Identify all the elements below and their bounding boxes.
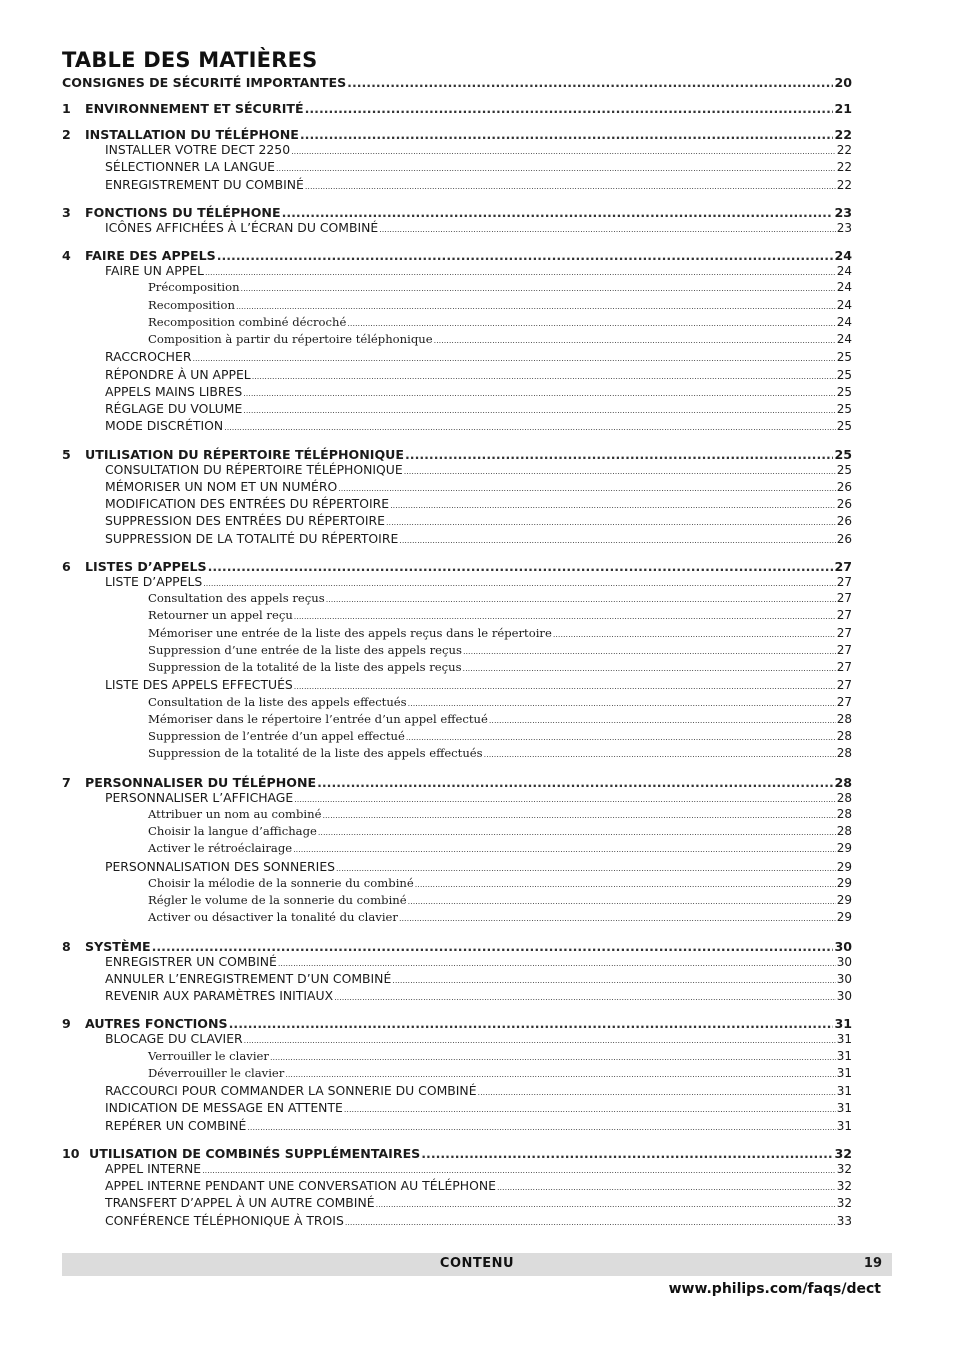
dot-leader [478, 1088, 836, 1097]
toc-chapter-row[interactable] [62, 90, 852, 116]
toc-page-number: 31 [836, 1101, 852, 1116]
toc-section-row[interactable] [62, 531, 852, 548]
toc-section-row[interactable] [62, 384, 852, 401]
toc-entry-title: MODIFICATION DES ENTRÉES DU RÉPERTOIRE [105, 496, 390, 511]
toc-section-row[interactable] [62, 1031, 852, 1048]
toc-entry-title: Mémoriser une entrée de la liste des appels reçus dans le répertoire [148, 625, 552, 640]
toc-entry-title: ENVIRONNEMENT ET SÉCURITÉ [85, 101, 304, 116]
toc-section-row[interactable] [62, 263, 852, 280]
toc-sub-row[interactable] [62, 893, 852, 910]
toc-entry-title: Consultation de la liste des appels effectués [148, 694, 407, 709]
dot-leader [217, 248, 834, 263]
toc-entry-title: FONCTIONS DU TÉLÉPHONE [85, 204, 281, 220]
toc-entry-title: Composition à partir du répertoire téléphonique [148, 332, 433, 346]
dot-leader [236, 302, 836, 311]
toc-entry-title: REVENIR AUX PARAMÈTRES INITIAUX [105, 988, 334, 1003]
dot-leader [399, 536, 835, 545]
toc-chapter-number: 6 [62, 558, 71, 574]
dot-leader [463, 664, 836, 673]
toc-sub-row[interactable] [62, 591, 852, 608]
toc-entry-title: Déverrouiller le clavier [148, 1065, 285, 1080]
dot-leader [224, 423, 836, 432]
dot-leader [276, 164, 836, 173]
toc-entry-title: CONSULTATION DU RÉPERTOIRE TÉLÉPHONIQUE [105, 461, 403, 477]
dot-leader [406, 733, 836, 742]
toc-entry-title: ENREGISTRER UN COMBINÉ [105, 953, 277, 969]
toc-chapter-row[interactable] [62, 764, 852, 790]
dot-leader [421, 1146, 833, 1161]
dot-leader [347, 319, 835, 328]
dot-leader [434, 336, 836, 345]
toc-section-row[interactable] [62, 418, 852, 435]
dot-leader [291, 147, 836, 156]
toc-entry-title: INDICATION DE MESSAGE EN ATTENTE [105, 1100, 343, 1116]
dot-leader [294, 682, 836, 691]
toc-entry-title: CONSIGNES DE SÉCURITÉ IMPORTANTES [62, 75, 347, 90]
toc-page-number: 29 [836, 910, 852, 925]
toc-section-row[interactable] [62, 479, 852, 496]
toc-chapter-row[interactable] [62, 436, 852, 462]
toc-section-row[interactable] [62, 859, 852, 876]
toc-sub-row[interactable] [62, 824, 852, 841]
toc-section-row[interactable] [62, 513, 852, 530]
toc-sub-row[interactable] [62, 695, 852, 712]
toc-page-number: 27 [836, 642, 852, 657]
toc-sub-row[interactable] [62, 746, 852, 763]
toc-entry-title: Activer le rétroéclairage [148, 841, 293, 856]
toc-section-row[interactable] [62, 142, 852, 159]
toc-entry-title: RÉGLAGE DU VOLUME [105, 401, 243, 416]
toc-page-number: 22 [836, 177, 852, 192]
toc-chapter-number: 8 [62, 938, 71, 954]
dot-leader [405, 447, 833, 462]
toc-sub-row[interactable] [62, 841, 852, 858]
toc-section-row[interactable] [62, 1100, 852, 1117]
toc-page-number: 31 [836, 1048, 852, 1063]
toc-page-number: 30 [836, 989, 852, 1003]
toc-page-number: 22 [834, 127, 852, 142]
page-title: TABLE DES MATIÈRES [62, 48, 318, 72]
toc-page-number: 27 [836, 678, 852, 693]
dot-leader [415, 880, 836, 889]
toc-page-number: 24 [834, 248, 852, 263]
toc-chapter-row[interactable] [62, 194, 852, 220]
toc-entry-title: LISTE D’APPELS [105, 573, 203, 589]
toc-entry-title: SUPPRESSION DE LA TOTALITÉ DU RÉPERTOIRE [105, 530, 399, 546]
toc-entry-title: SUPPRESSION DES ENTRÉES DU RÉPERTOIRE [105, 513, 385, 529]
toc-entry-title: FAIRE DES APPELS [85, 248, 216, 263]
dot-leader [229, 1016, 834, 1031]
toc-entry-title: Suppression de la totalité de la liste des appels effectués [148, 746, 483, 761]
toc-entry-title: PERSONNALISATION DES SONNERIES [105, 858, 336, 874]
toc-chapter-number: 3 [62, 204, 71, 220]
dot-leader [285, 1070, 835, 1079]
toc-page-number: 27 [834, 558, 852, 574]
toc-entry-title: UTILISATION DU RÉPERTOIRE TÉLÉPHONIQUE [85, 446, 405, 462]
toc-entry-title: RACCOURCI POUR COMMANDER LA SONNERIE DU COMBINÉ [105, 1083, 477, 1098]
dot-leader [408, 897, 836, 906]
dot-leader [326, 595, 836, 604]
toc-entry-title: Choisir la langue d’affichage [148, 824, 317, 838]
dot-leader [336, 864, 836, 873]
toc-chapter-number: 2 [62, 127, 71, 142]
dot-leader [404, 467, 836, 476]
dot-leader [203, 579, 835, 588]
toc-entry-title: TRANSFERT D’APPEL À UN AUTRE COMBINÉ [105, 1195, 375, 1211]
toc-page-number: 25 [836, 384, 852, 399]
toc-entry-title: RACCROCHER [105, 349, 192, 365]
dot-leader [408, 699, 836, 708]
toc-sub-row[interactable] [62, 1049, 852, 1066]
toc-page-number: 31 [834, 1016, 852, 1032]
dot-leader [202, 1166, 836, 1175]
dot-leader [322, 811, 835, 820]
toc-section-row[interactable] [62, 790, 852, 807]
dot-leader [243, 389, 836, 398]
dot-leader [247, 1123, 835, 1132]
toc-page-number: 31 [836, 1084, 852, 1098]
footer-bar [62, 1253, 892, 1276]
toc-page-number: 31 [836, 1118, 852, 1133]
toc-section-row[interactable] [62, 177, 852, 194]
toc-page-number: 26 [836, 479, 852, 494]
dot-leader [205, 268, 836, 277]
toc-entry-title: RÉPONDRE À UN APPEL [105, 366, 251, 382]
toc-page-number: 26 [836, 514, 852, 529]
toc-sub-row[interactable] [62, 660, 852, 677]
toc-page-number: 28 [836, 806, 852, 821]
toc-chapter-row[interactable] [62, 116, 852, 142]
toc-entry-title: MÉMORISER UN NOM ET UN NUMÉRO [105, 478, 338, 494]
dot-leader [386, 518, 836, 527]
dot-leader [293, 845, 836, 854]
dot-leader [294, 795, 835, 804]
toc-page-number: 27 [836, 625, 852, 640]
toc-entry-title: ANNULER L’ENREGISTREMENT D’UN COMBINÉ [105, 970, 392, 986]
toc-page-number: 26 [836, 497, 852, 511]
toc-page-number: 29 [836, 859, 852, 874]
website-url[interactable]: www.philips.com/faqs/dect [668, 1281, 881, 1297]
toc-sub-row[interactable] [62, 729, 852, 746]
toc-sub-row[interactable] [62, 280, 852, 297]
toc-page-number: 22 [836, 143, 852, 157]
toc-sub-row[interactable] [62, 608, 852, 625]
toc-entry-title: Suppression de la totalité de la liste des appels reçus [148, 660, 462, 674]
toc-chapter-row[interactable] [62, 1005, 852, 1031]
toc-chapter-number: 7 [62, 774, 71, 790]
toc-entry-title: INSTALLER VOTRE DECT 2250 [105, 142, 291, 157]
toc-page-number: 27 [836, 574, 852, 589]
toc-page-number: 27 [836, 591, 852, 605]
dot-leader [294, 612, 836, 621]
toc-page-number: 31 [836, 1065, 852, 1080]
toc-page-number: 24 [836, 314, 852, 329]
toc-entry-title: Recomposition combiné décroché [148, 314, 347, 329]
dot-leader [489, 716, 836, 725]
toc-page-number: 30 [834, 938, 852, 954]
toc-entry-title: Recomposition [148, 297, 235, 312]
toc-page-number: 20 [834, 75, 852, 90]
toc-entry-title: Activer ou désactiver la tonalité du clavier [148, 910, 398, 925]
toc-sub-row[interactable] [62, 876, 852, 893]
dot-leader [243, 406, 835, 415]
dot-leader [399, 914, 836, 923]
toc-page-number: 29 [836, 893, 852, 907]
toc-page-number: 28 [836, 824, 852, 838]
toc-entry-title: Attribuer un nom au combiné [148, 806, 322, 821]
dot-leader [347, 75, 833, 90]
toc-page-number: 22 [836, 160, 852, 175]
toc-page-number: 32 [834, 1145, 852, 1161]
dot-leader [463, 647, 836, 656]
toc-chapter-row[interactable] [62, 75, 852, 90]
dot-leader [344, 1105, 836, 1114]
toc-entry-title: ICÔNES AFFICHÉES À L’ÉCRAN DU COMBINÉ [105, 219, 379, 235]
toc-section-row[interactable] [62, 349, 852, 366]
toc-page-number: 28 [834, 774, 852, 790]
toc-section-row[interactable] [62, 1118, 852, 1135]
toc-sub-row[interactable] [62, 643, 852, 660]
toc-section-row[interactable] [62, 677, 852, 694]
toc-page-number: 33 [836, 1213, 852, 1228]
toc-sub-row[interactable] [62, 298, 852, 315]
toc-section-row[interactable] [62, 971, 852, 988]
toc-entry-title: APPEL INTERNE [105, 1160, 202, 1176]
dot-leader [338, 484, 835, 493]
toc-section-row[interactable] [62, 1213, 852, 1230]
toc-entry-title: Suppression de l’entrée d’un appel effectué [148, 729, 405, 743]
toc-page-number: 25 [836, 419, 852, 434]
toc-entry-title: FAIRE UN APPEL [105, 263, 204, 278]
toc-entry-title: Choisir la mélodie de la sonnerie du combiné [148, 875, 414, 890]
toc-entry-title: SÉLECTIONNER LA LANGUE [105, 159, 276, 175]
toc-section-row[interactable] [62, 401, 852, 418]
toc-sub-row[interactable] [62, 1066, 852, 1083]
toc-entry-title: Retourner un appel reçu [148, 608, 293, 623]
toc-sub-row[interactable] [62, 315, 852, 332]
dot-leader [270, 1053, 836, 1062]
dot-leader [484, 750, 836, 759]
toc-section-row[interactable] [62, 988, 852, 1005]
toc-section-row[interactable] [62, 1161, 852, 1178]
toc-page-number: 30 [836, 954, 852, 969]
toc-entry-title: INSTALLATION DU TÉLÉPHONE [85, 127, 299, 142]
toc-section-row[interactable] [62, 1195, 852, 1212]
toc-section-row[interactable] [62, 574, 852, 591]
page-number: 19 [863, 1256, 882, 1271]
toc-page-number: 23 [836, 220, 852, 235]
dot-leader [252, 372, 836, 381]
toc-page-number: 25 [836, 367, 852, 382]
toc-entry-title: Consultation des appels reçus [148, 591, 325, 605]
dot-leader [334, 993, 836, 1002]
toc-chapter-row[interactable] [62, 928, 852, 954]
toc-entry-title: PERSONNALISER L’AFFICHAGE [105, 789, 294, 805]
toc-entry-title: LISTES D’APPELS [85, 558, 207, 574]
toc-page-number: 28 [836, 729, 852, 743]
dot-leader [282, 205, 834, 220]
toc-page-number: 25 [836, 462, 852, 477]
toc-entry-title: Suppression d’une entrée de la liste des appels reçus [148, 642, 462, 657]
toc-entry-title: ENREGISTREMENT DU COMBINÉ [105, 176, 304, 192]
toc-page-number: 28 [836, 711, 852, 726]
dot-leader [553, 630, 836, 639]
toc-entry-title: LISTE DES APPELS EFFECTUÉS [105, 677, 293, 693]
dot-leader [318, 828, 836, 837]
dot-leader [300, 127, 834, 142]
toc-chapter-row[interactable] [62, 237, 852, 263]
dot-leader [152, 939, 834, 954]
toc-entry-title: UTILISATION DE COMBINÉS SUPPLÉMENTAIRES [89, 1145, 421, 1161]
dot-leader [345, 1218, 836, 1227]
toc-section-row[interactable] [62, 1178, 852, 1195]
toc-entry-title: AUTRES FONCTIONS [85, 1016, 228, 1032]
toc-chapter-number: 9 [62, 1016, 71, 1032]
toc-chapter-row[interactable] [62, 1135, 852, 1161]
dot-leader [278, 959, 836, 968]
toc-page-number: 29 [836, 841, 852, 856]
toc-entry-title: CONFÉRENCE TÉLÉPHONIQUE À TROIS [105, 1212, 344, 1228]
toc-page-number: 24 [836, 264, 852, 278]
toc-entry-title: APPELS MAINS LIBRES [105, 383, 243, 399]
toc-sub-row[interactable] [62, 332, 852, 349]
toc-page-number: 32 [836, 1179, 852, 1193]
toc-page-number: 30 [836, 971, 852, 986]
toc-entry-title: SYSTÈME [85, 938, 151, 954]
toc-page-number: 31 [836, 1032, 852, 1047]
dot-leader [497, 1183, 836, 1192]
toc-sub-row[interactable] [62, 807, 852, 824]
toc-section-row[interactable] [62, 1083, 852, 1100]
dot-leader [317, 775, 833, 790]
toc-sub-row[interactable] [62, 910, 852, 927]
toc-section-row[interactable] [62, 462, 852, 479]
toc-page-number: 28 [836, 746, 852, 761]
dot-leader [379, 225, 836, 234]
toc-sub-row[interactable] [62, 712, 852, 729]
toc-chapter-number: 4 [62, 248, 71, 263]
toc-section-row[interactable] [62, 220, 852, 237]
dot-leader [244, 1036, 836, 1045]
toc-page-number: 24 [836, 332, 852, 346]
toc-chapter-number: 10 [62, 1145, 80, 1161]
toc-page-number: 24 [836, 280, 852, 295]
dot-leader [376, 1200, 836, 1209]
toc-page-number: 27 [836, 660, 852, 674]
toc-page-number: 28 [836, 790, 852, 805]
toc-entry-title: Verrouiller le clavier [148, 1048, 269, 1063]
toc-chapter-number: 5 [62, 446, 71, 462]
toc-section-row[interactable] [62, 954, 852, 971]
toc-page-number: 25 [836, 350, 852, 365]
toc-page-number: 27 [836, 608, 852, 623]
toc-entry-title: PERSONNALISER DU TÉLÉPHONE [85, 774, 317, 790]
toc-entry-title: BLOCAGE DU CLAVIER [105, 1031, 243, 1047]
toc-page-number: 27 [836, 694, 852, 709]
dot-leader [192, 354, 835, 363]
toc-section-row[interactable] [62, 496, 852, 513]
dot-leader [392, 976, 835, 985]
toc-entry-title: Régler le volume de la sonnerie du combiné [148, 893, 407, 907]
dot-leader [305, 101, 834, 116]
toc-section-row[interactable] [62, 367, 852, 384]
dot-leader [305, 182, 836, 191]
toc-page-number: 25 [834, 446, 852, 462]
toc-page-number: 29 [836, 875, 852, 890]
toc-sub-row[interactable] [62, 626, 852, 643]
toc-page-number: 23 [834, 204, 852, 220]
toc-page-number: 21 [834, 101, 852, 116]
toc-entry-title: MODE DISCRÉTION [105, 418, 224, 434]
dot-leader [241, 284, 836, 293]
toc-page-number: 26 [836, 531, 852, 546]
footer-section-label: CONTENU [439, 1256, 515, 1271]
dot-leader [390, 501, 836, 510]
toc-page-number: 32 [836, 1196, 852, 1211]
toc-page-number: 25 [836, 402, 852, 416]
toc-page-number: 32 [836, 1161, 852, 1176]
toc-page-number: 24 [836, 297, 852, 312]
dot-leader [208, 559, 834, 574]
toc-entry-title: Mémoriser dans le répertoire l’entrée d’un appel effectué [148, 711, 488, 726]
toc-entry-title: APPEL INTERNE PENDANT UNE CONVERSATION AU TÉLÉPHONE [105, 1178, 496, 1193]
table-of-contents [62, 75, 852, 1230]
toc-section-row[interactable] [62, 159, 852, 176]
toc-entry-title: REPÉRER UN COMBINÉ [105, 1117, 247, 1133]
toc-chapter-number: 1 [62, 101, 71, 116]
toc-chapter-row[interactable] [62, 548, 852, 574]
toc-entry-title: Précomposition [148, 280, 240, 295]
